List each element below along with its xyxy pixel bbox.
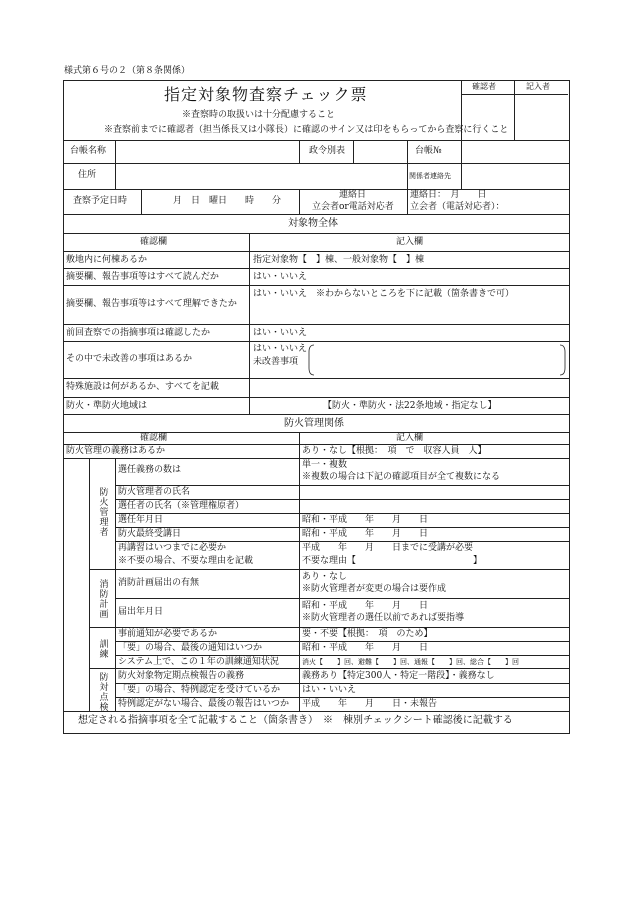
- row-advance-notice-entry[interactable]: 要・不要【根拠： 項 のため】: [302, 629, 433, 639]
- note-care: ※査察時の取扱いは十分配慮すること: [182, 110, 336, 120]
- ledger-no-label: 台帳№: [415, 146, 442, 156]
- row-previous-entry[interactable]: はい・いいえ: [253, 328, 308, 338]
- form-number: 様式第６号の２（第８条関係）: [64, 66, 191, 76]
- contact-field[interactable]: [462, 164, 567, 188]
- row-last-training-check: 防火最終受講日: [118, 529, 182, 539]
- section2-col-check: 確認欄: [140, 433, 168, 443]
- ledger-name-label: 台帳名称: [70, 146, 107, 156]
- row-advance-notice-check: 事前通知が必要であるか: [118, 629, 218, 639]
- row-appointment-count-check: 選任義務の数は: [118, 465, 182, 475]
- recorder-sign-box[interactable]: [515, 95, 567, 139]
- row-drill-status-entry[interactable]: 消火【 】回、避難【 】回、通報【 】回、総合【 】回: [302, 658, 519, 666]
- row-special-check: 特殊施設は何があるか、すべてを記載: [66, 382, 219, 392]
- row-manager-name-check: 防火管理者の氏名: [118, 487, 191, 497]
- row-special-entry[interactable]: [250, 379, 567, 396]
- row-inspection-duty-entry[interactable]: 義務あり【特定300人・特定一階段】・義務なし: [302, 671, 495, 681]
- schedule-label: 査察予定日時: [73, 196, 128, 206]
- row-understood-check: 摘要欄、報告事項等はすべて理解できたか: [66, 299, 237, 309]
- row-special-cert-entry[interactable]: はい・いいえ: [302, 685, 357, 695]
- row-fire-zone-check: 防火・準防火地域は: [66, 401, 148, 411]
- confirmer-label: 確認者: [472, 82, 496, 91]
- row-retraining-check: 再講習はいつまでに必要か: [118, 543, 227, 553]
- row-special-cert-check: 「要」の場合、特例認定を受けているか: [118, 685, 281, 695]
- row-last-notice-check: 「要」の場合、最後の通知はいつか: [118, 643, 263, 653]
- schedule-value[interactable]: 月 日 曜日 時 分: [173, 196, 282, 206]
- row-filed-date-note: ※防火管理者の選任以前であれば要指導: [302, 613, 465, 623]
- row-appointment-count-entry[interactable]: 単一・複数: [302, 460, 348, 470]
- section1-col-check: 確認欄: [140, 237, 168, 247]
- ledger-no-field[interactable]: [462, 141, 567, 162]
- contact-date-value[interactable]: 連絡日： 月 日: [410, 190, 487, 200]
- section2-title: 防火管理関係: [284, 418, 344, 429]
- duty-check: 防火管理の義務はあるか: [66, 446, 166, 456]
- footer-instruction: 想定される指摘事項を全て記載すること（箇条書き） ※ 棟別チェックシート確認後に記載する: [78, 715, 513, 726]
- row-previous-check: 前回査察での指摘事項は確認したか: [66, 328, 211, 338]
- row-retraining-note: ※不要の場合、不要な理由を記載: [118, 556, 254, 566]
- page-title: 指定対象物査察チェック票: [164, 85, 368, 104]
- ordinance-table-label: 政令別表: [309, 146, 346, 156]
- row-buildings-check: 敷地内に何棟あるか: [66, 255, 148, 265]
- contact-date-label: 連絡日: [339, 190, 367, 200]
- row-filed-date-entry[interactable]: 昭和・平成 年 月 日: [302, 601, 429, 611]
- row-last-notice-entry[interactable]: 昭和・平成 年 月 日: [302, 643, 429, 653]
- contact-label: 関係者連絡先: [409, 172, 451, 180]
- group-drill-label: 訓練: [97, 639, 108, 659]
- row-filed-date-check: 届出年月日: [118, 607, 164, 617]
- recorder-label: 記入者: [526, 82, 550, 91]
- unimproved-bracket[interactable]: [308, 344, 566, 376]
- group-inspection-label: 防対点検: [97, 672, 108, 712]
- row-retraining-reason[interactable]: 不要な理由【 】: [302, 556, 483, 566]
- row-fire-zone-entry[interactable]: 【防火・準防火・法22条地域・指定なし】: [323, 401, 497, 411]
- row-understood-entry[interactable]: はい・いいえ ※わからないところを下に記載（箇条書きで可）: [253, 289, 515, 299]
- note-confirm: ※査察前までに確認者（担当係長又は小隊長）に確認のサイン又は印をもらってから査察に行くこと: [104, 125, 509, 135]
- section2-col-entry: 記入欄: [396, 433, 424, 443]
- row-plan-filed-entry[interactable]: あり・なし: [302, 572, 348, 582]
- ordinance-table-field[interactable]: [354, 141, 406, 162]
- row-unimproved-check: その中で未改善の事項はあるか: [66, 354, 193, 364]
- duty-entry[interactable]: あり・なし【根拠： 項 で 収容人員 人】: [302, 446, 487, 456]
- row-drill-status-check: システム上で、この１年の訓練通知状況: [118, 657, 279, 667]
- row-retraining-entry[interactable]: 平成 年 月 日までに受講が必要: [302, 543, 474, 553]
- row-manager-name-entry[interactable]: [300, 486, 567, 498]
- row-appointed-date-entry[interactable]: 昭和・平成 年 月 日: [302, 515, 429, 525]
- witness-label: 立会者or電話対応者: [312, 202, 394, 212]
- row-appointer-name-entry[interactable]: [300, 500, 567, 512]
- row-inspection-duty-check: 防火対象物定期点検報告の義務: [118, 671, 245, 681]
- row-appointment-count-note: ※複数の場合は下記の確認項目が全て複数になる: [302, 472, 501, 482]
- row-unimproved-entry[interactable]: はい・いいえ: [253, 344, 308, 354]
- group-plan-label: 消防計画: [97, 579, 108, 619]
- row-plan-filed-check: 消防計画届出の有無: [118, 578, 200, 588]
- row-unimproved-items-label: 未改善事項: [253, 357, 299, 367]
- row-plan-filed-note: ※防火管理者が変更の場合は要作成: [302, 584, 447, 594]
- group-manager-label: 防火管理者: [97, 487, 108, 537]
- address-label: 住所: [78, 170, 97, 180]
- row-read-check: 摘要欄、報告事項等はすべて読んだか: [66, 272, 219, 282]
- row-appointer-name-check: 選任者の氏名（※管理権原者）: [118, 501, 245, 511]
- row-appointed-date-check: 選任年月日: [118, 515, 164, 525]
- row-last-training-entry[interactable]: 昭和・平成 年 月 日: [302, 529, 429, 539]
- witness-value[interactable]: 立会者（電話対応者）：: [410, 202, 505, 212]
- section1-title: 対象物全体: [288, 218, 338, 229]
- row-buildings-entry[interactable]: 指定対象物【 】棟、一般対象物【 】棟: [253, 255, 425, 265]
- ledger-name-field[interactable]: [116, 141, 298, 162]
- address-field[interactable]: [116, 164, 406, 188]
- row-last-report-check: 特例認定がない場合、最後の報告はいつか: [118, 699, 290, 709]
- section1-col-entry: 記入欄: [396, 237, 424, 247]
- row-read-entry[interactable]: はい・いいえ: [253, 272, 308, 282]
- row-last-report-entry[interactable]: 平成 年 月 日・未報告: [302, 699, 438, 709]
